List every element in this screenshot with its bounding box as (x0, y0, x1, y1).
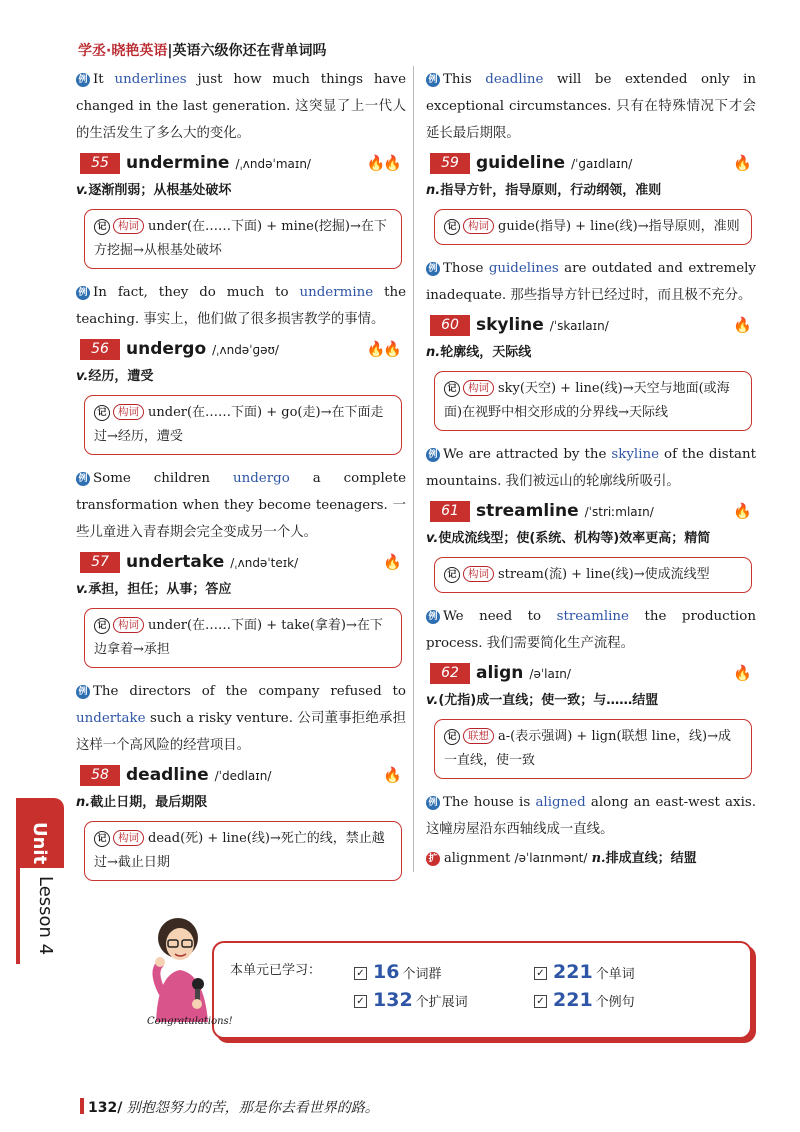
memory-icon: 记 (94, 618, 110, 634)
summary-title: 本单元已学习： (230, 963, 322, 978)
phonetic: /ˈɡaɪdlaɪn/ (571, 157, 633, 171)
example-icon: 例 (426, 73, 440, 87)
memory-icon: 记 (444, 567, 460, 583)
phonetic: /ˈdedlaɪn/ (214, 769, 272, 783)
entry-number: 55 (80, 153, 120, 174)
word-formation-box: 记 构词 dead(死) + line(线)→死亡的线，禁止越过→截止日期 (84, 821, 402, 881)
frequency-flame-icon: 🔥 (383, 553, 400, 571)
header-brand: 学丞·晓艳英语 (78, 43, 168, 59)
page-number: 132/ (88, 1100, 123, 1116)
frequency-flame-icon: 🔥 (733, 154, 750, 172)
example-sentence: 例 We need to streamline the production process. 我们需要简化生产流程。 (426, 609, 756, 651)
definition: v.承担，担任；从事；答应 (76, 582, 232, 597)
unit-label: Unit 5 (29, 822, 50, 883)
entry-number: 59 (430, 153, 470, 174)
phonetic: /ˈstriːmlaɪn/ (584, 505, 654, 519)
entry-number: 61 (430, 501, 470, 522)
definition: n.轮廓线，天际线 (426, 345, 532, 360)
congratulations-text: Congratulations! (147, 1016, 233, 1027)
example-sentence: 例 The directors of the company refused to undertake such a risky venture. 公司董事拒绝承担这样一个高风险的经营项目。 (76, 684, 406, 753)
frequency-flame-icon: 🔥 (733, 664, 750, 682)
word-formation-box: 记 构词 sky(天空) + line(线)→天空与地面(或海面)在视野中相交形成的分界线→天际线 (434, 371, 752, 431)
memory-icon: 记 (94, 831, 110, 847)
headword: streamline /ˈstriːmlaɪn/ (476, 501, 654, 521)
frequency-flame-icon: 🔥🔥 (366, 154, 400, 172)
word-formation-box: 记 构词 stream(流) + line(线)→使成流线型 (434, 557, 752, 593)
footer-motto: 别抱怨努力的苦，那是你去看世界的路。 (126, 1100, 379, 1116)
checkbox-icon: ✓ (534, 967, 547, 980)
stat-extended-words: ✓ 132 个扩展词 (354, 989, 468, 1011)
example-sentence: 例 Those guidelines are outdated and extremely inadequate. 那些指导方针已经过时，而且极不充分。 (426, 261, 756, 303)
word-entry-header (76, 550, 406, 576)
headword: undergo /ˌʌndəˈɡəʊ/ (126, 339, 279, 359)
lesson-tab-bar (16, 868, 20, 964)
example-icon: 例 (426, 262, 440, 276)
unit-summary-box (212, 941, 752, 1039)
phonetic: /ˌʌndəˈmaɪn/ (235, 157, 311, 171)
word-formation-box: 记 联想 a-(表示强调) + lign(联想 line，线)→成一直线，使一致 (434, 719, 752, 779)
stat-word-groups: ✓ 16 个词群 (354, 961, 441, 983)
frequency-flame-icon: 🔥 (733, 316, 750, 334)
word-formation-box: 记 构词 under(在……下面) + go(走)→在下面走过→经历，遭受 (84, 395, 402, 455)
word-entry-header (426, 499, 756, 525)
word-entry-header (76, 337, 406, 363)
formation-tag: 构词 (113, 617, 144, 633)
word-formation-box: 记 构词 under(在……下面) + take(拿着)→在下边拿着→承担 (84, 608, 402, 668)
checkbox-icon: ✓ (354, 967, 367, 980)
formation-tag: 构词 (113, 218, 144, 234)
extension-icon: 扩 (426, 852, 440, 866)
footer-bar (80, 1098, 84, 1114)
page-footer (80, 1097, 379, 1117)
formation-tag: 构词 (463, 566, 494, 582)
definition: v.逐渐削弱；从根基处破坏 (76, 183, 232, 198)
header-separator: | (167, 43, 173, 59)
headword: guideline /ˈɡaɪdlaɪn/ (476, 153, 633, 173)
unit-side-tab (16, 798, 66, 966)
running-header (78, 40, 326, 60)
headword: deadline /ˈdedlaɪn/ (126, 765, 272, 785)
word-formation-box: 记 构词 under(在……下面) + mine(挖掘)→在下方挖掘→从根基处破坏 (84, 209, 402, 269)
entry-number: 60 (430, 315, 470, 336)
example-icon: 例 (426, 796, 440, 810)
headword: undertake /ˌʌndəˈteɪk/ (126, 552, 299, 572)
phonetic: /ˌʌndəˈteɪk/ (230, 556, 299, 570)
word-entry-header (426, 313, 756, 339)
formation-tag: 构词 (463, 380, 494, 396)
stat-examples: ✓ 221 个例句 (534, 989, 635, 1011)
memory-icon: 记 (94, 219, 110, 235)
lesson-label: Lesson 4 (35, 876, 56, 956)
phonetic: /ˌʌndəˈɡəʊ/ (212, 343, 279, 357)
example-icon: 例 (76, 286, 90, 300)
example-sentence: 例 This deadline will be extended only in exceptional circumstances. 只有在特殊情况下才会延长最后期限。 (426, 72, 756, 141)
right-column (426, 66, 756, 870)
frequency-flame-icon: 🔥 (733, 502, 750, 520)
formation-tag: 联想 (463, 728, 494, 744)
checkbox-icon: ✓ (354, 995, 367, 1008)
formation-tag: 构词 (463, 218, 494, 234)
memory-icon: 记 (94, 405, 110, 421)
headword: skyline /ˈskaɪlaɪn/ (476, 315, 609, 335)
phonetic: /ˈskaɪlaɪn/ (549, 319, 609, 333)
definition: v.使成流线型；使(系统、机构等)效率更高；精简 (426, 531, 711, 546)
example-sentence: 例 It underlines just how much things have changed in the last generation. 这突显了上一代人的生活发生了多么大的变化。 (76, 72, 406, 141)
derived-word: 扩 alignment /əˈlaɪnmənt/ n.排成直线；结盟 (426, 847, 756, 870)
stat-words: ✓ 221 个单词 (534, 961, 635, 983)
headword: undermine /ˌʌndəˈmaɪn/ (126, 153, 311, 173)
left-column (76, 66, 406, 891)
frequency-flame-icon: 🔥 (383, 766, 400, 784)
example-icon: 例 (426, 610, 440, 624)
definition: n.截止日期，最后期限 (76, 795, 208, 810)
definition: v.(尤指)成一直线；使一致；与……结盟 (426, 693, 659, 708)
memory-icon: 记 (444, 381, 460, 397)
example-icon: 例 (426, 448, 440, 462)
entry-number: 56 (80, 339, 120, 360)
word-entry-header (76, 763, 406, 789)
memory-icon: 记 (444, 729, 460, 745)
example-icon: 例 (76, 472, 90, 486)
definition: n.指导方针，指导原则，行动纲领，准则 (426, 183, 662, 198)
definition: v.经历，遭受 (76, 369, 154, 384)
example-icon: 例 (76, 73, 90, 87)
entry-number: 57 (80, 552, 120, 573)
teacher-illustration (138, 912, 226, 1030)
column-divider (413, 66, 414, 872)
memory-icon: 记 (444, 219, 460, 235)
word-entry-header (426, 661, 756, 687)
formation-tag: 构词 (113, 404, 144, 420)
headword: align /əˈlaɪn/ (476, 663, 571, 683)
frequency-flame-icon: 🔥🔥 (366, 340, 400, 358)
entry-number: 58 (80, 765, 120, 786)
word-entry-header (76, 151, 406, 177)
formation-tag: 构词 (113, 830, 144, 846)
example-sentence: 例 We are attracted by the skyline of the distant mountains. 我们被远山的轮廓线所吸引。 (426, 447, 756, 489)
word-entry-header (426, 151, 756, 177)
phonetic: /əˈlaɪn/ (529, 667, 571, 681)
example-sentence: 例 The house is aligned along an east-west axis. 这幢房屋沿东西轴线成一直线。 (426, 795, 756, 837)
word-formation-box: 记 构词 guide(指导) + line(线)→指导原则，准则 (434, 209, 752, 245)
checkbox-icon: ✓ (534, 995, 547, 1008)
example-sentence: 例 Some children undergo a complete transformation when they become teenagers. 一些儿童进入青春期会完全变成另一个人。 (76, 471, 406, 540)
entry-number: 62 (430, 663, 470, 684)
header-title: 英语六级你还在背单词吗 (172, 43, 327, 59)
example-icon: 例 (76, 685, 90, 699)
example-sentence: 例 In fact, they do much to undermine the teaching. 事实上，他们做了很多损害教学的事情。 (76, 285, 407, 327)
